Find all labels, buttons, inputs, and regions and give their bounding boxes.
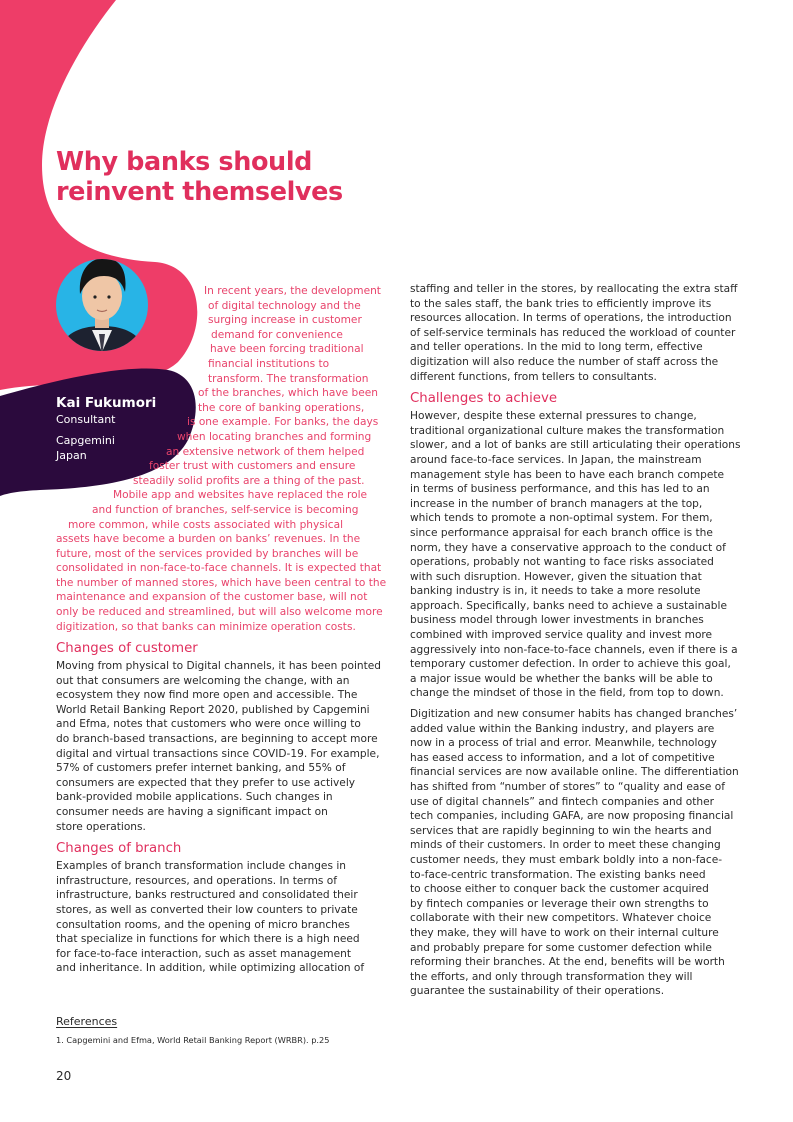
text-line: minds of their customers. In order to meet these changing xyxy=(410,839,721,852)
text-line: store operations. xyxy=(56,820,146,833)
challenges-paragraph xyxy=(410,409,740,701)
text-line: operations, probably not wanting to face risks associated xyxy=(410,556,714,569)
text-line: change the mindset of those in the field, from top to down. xyxy=(410,687,724,700)
intro-line: maintenance and expansion of the customer base, will not xyxy=(56,591,368,604)
intro-line: digitization, so that banks can minimize operation costs. xyxy=(56,620,356,633)
text-line: slower, and a lot of banks are still articulating their operations xyxy=(410,439,741,452)
intro-line: transform. The transformation xyxy=(208,372,369,385)
text-line: approach. Specifically, banks need to achieve a sustainable xyxy=(410,599,727,612)
intro-line: is one example. For banks, the days xyxy=(187,416,379,429)
text-line: financial services are now available online. The differentiation xyxy=(410,766,739,779)
intro-line: and function of branches, self-service is becoming xyxy=(92,503,359,516)
intro-line: In recent years, the development xyxy=(204,285,381,297)
text-line: norm, they have a conservative approach to the conduct of xyxy=(410,541,726,554)
text-line: and Efma, notes that customers who were once willing to xyxy=(56,718,361,731)
text-line: has shifted from “number of stores” to “quality and ease of xyxy=(410,781,725,793)
text-line: out that consumers are welcoming the change, with an xyxy=(56,674,350,687)
text-line: added value within the Banking industry, and players are xyxy=(410,722,715,735)
text-line: consumer needs are having a significant impact on xyxy=(56,805,328,818)
intro-line: financial institutions to xyxy=(208,357,330,370)
text-line: infrastructure, resources, and operations. In terms of xyxy=(56,874,337,887)
intro-line: the number of manned stores, which have been central to the xyxy=(56,576,387,589)
reference-item: 1. Capgemini and Efma, World Retail Banking Report (WRBR). p.25 xyxy=(56,1035,330,1045)
text-line: consumers are expected that they prefer to use actively xyxy=(56,776,356,789)
text-line: banking industry is in, it needs to take a more resolute xyxy=(410,585,701,598)
text-line: with such disruption. However, given the situation that xyxy=(410,570,702,583)
text-line: services that are rapidly beginning to win the hearts and xyxy=(410,824,712,837)
text-line: now in a process of trial and error. Meanwhile, technology xyxy=(410,737,717,750)
text-line: and teller operations. In the mid to long term, effective xyxy=(410,341,703,354)
intro-line: have been forcing traditional xyxy=(210,343,364,356)
section-heading-changes-of-customer: Changes of customer xyxy=(56,641,198,656)
text-line: aggressively into non-face-to-face channels, even if there is a xyxy=(410,643,738,656)
text-line: increase in the number of branch managers at the top, xyxy=(410,497,703,510)
author-country: Japan xyxy=(56,449,87,462)
section-heading-changes-of-branch: Changes of branch xyxy=(56,841,182,857)
intro-line: consolidated in non-face-to-face channels. It is expected that xyxy=(56,562,382,575)
intro-line: assets have become a burden on banks’ revenues. In the xyxy=(56,533,361,546)
changes-of-customer-paragraph xyxy=(56,659,386,834)
text-line: 57% of customers prefer internet banking, and 55% of xyxy=(56,762,346,775)
intro-line: demand for convenience xyxy=(211,328,343,341)
text-line: by fintech companies or leverage their own strengths to xyxy=(410,897,709,910)
text-line: ecosystem they now find more open and accessible. The xyxy=(56,689,358,702)
section-heading-challenges: Challenges to achieve xyxy=(410,391,558,407)
text-line: has eased access to information, and a lot of competitive xyxy=(410,751,715,764)
text-line: to-face-centric transformation. The existing banks need xyxy=(410,868,706,881)
text-line: business model through lower investments in branches xyxy=(410,614,704,627)
author-company: Capgemini xyxy=(56,434,115,447)
text-line: staffing and teller in the stores, by reallocating the extra staff xyxy=(410,283,738,295)
text-line: digital and virtual transactions since COVID-19. For example, xyxy=(56,747,380,760)
text-line: reforming their branches. At the end, benefits will be worth xyxy=(410,956,725,969)
intro-line: of the branches, which have been xyxy=(198,387,378,400)
intro-line: future, most of the services provided by branches will be xyxy=(56,547,359,560)
text-line: different functions, from tellers to consultants. xyxy=(410,370,657,383)
intro-line: foster trust with customers and ensure xyxy=(149,460,356,473)
text-line: traditional organizational culture makes the transformation xyxy=(410,424,725,437)
text-line: the efforts, and only through transformation they will xyxy=(410,970,693,983)
intro-line: an extensive network of them helped xyxy=(166,445,365,458)
text-line: stores, as well as converted their low counters to private xyxy=(56,903,358,916)
text-line: However, despite these external pressures to change, xyxy=(410,410,697,423)
text-line: temporary customer defection. In order to achieve this goal, xyxy=(410,658,731,671)
references-block xyxy=(56,1014,329,1046)
text-line: that specialize in functions for which there is a high need xyxy=(56,933,360,946)
text-line: and probably prepare for some customer defection while xyxy=(410,941,712,954)
text-line: guarantee the sustainability of their operations. xyxy=(410,985,665,998)
text-line: since performance appraisal for each branch office is the xyxy=(410,526,713,539)
text-line: they make, they will have to work on their internal culture xyxy=(410,926,719,939)
text-line: Digitization and new consumer habits has changed branches’ xyxy=(410,708,738,721)
changes-of-branch-paragraph xyxy=(56,859,386,976)
text-line: collaborate with their new competitors. Whatever choice xyxy=(410,912,712,925)
text-line: do branch-based transactions, are beginning to accept more xyxy=(56,732,378,745)
text-line: use of digital channels” and fintech companies and other xyxy=(410,795,714,808)
intro-line: the core of banking operations, xyxy=(198,401,365,414)
text-line: management style has been to have each branch compete xyxy=(410,468,725,481)
text-line: of self-service terminals has reduced the workload of counter xyxy=(410,326,736,339)
intro-line: Mobile app and websites have replaced the role xyxy=(113,489,368,502)
text-line: to the sales staff, the bank tries to efficiently improve its xyxy=(410,297,712,310)
author-role: Consultant xyxy=(56,413,116,426)
text-line: to choose either to conquer back the customer acquired xyxy=(410,883,709,896)
text-line: World Retail Banking Report 2020, published by Capgemini xyxy=(56,703,370,716)
intro-line: steadily solid profits are a thing of the past. xyxy=(133,474,365,487)
text-line: and inheritance. In addition, while optimizing allocation of xyxy=(56,962,365,975)
text-line: bank-provided mobile applications. Such changes in xyxy=(56,791,333,804)
intro-paragraph xyxy=(0,284,387,634)
intro-line: of digital technology and the xyxy=(208,299,361,312)
intro-line: when locating branches and forming xyxy=(177,430,372,443)
page-number: 20 xyxy=(56,1069,72,1083)
left-column xyxy=(56,640,386,982)
staffing-paragraph xyxy=(410,282,740,384)
digitization-paragraph xyxy=(410,707,740,999)
intro-line: only be reduced and streamlined, but will also welcome more xyxy=(56,606,383,619)
text-line: resources allocation. In terms of operations, the introduction xyxy=(410,312,732,325)
text-line: for face-to-face interaction, such as asset management xyxy=(56,947,351,960)
references-heading: References xyxy=(56,1015,118,1028)
text-line: a major issue would be whether the banks will be able to xyxy=(410,672,713,685)
author-name: Kai Fukumori xyxy=(56,395,157,411)
intro-line: more common, while costs associated with physical xyxy=(68,518,344,531)
text-line: Examples of branch transformation include changes in xyxy=(56,860,346,873)
text-line: combined with improved service quality and invest more xyxy=(410,629,713,642)
text-line: digitization will also reduce the number of staff across the xyxy=(410,355,719,368)
page-title: Why banks should reinvent themselves xyxy=(56,147,343,207)
text-line: consultation rooms, and the opening of micro branches xyxy=(56,918,350,931)
text-line: which tends to promote a non-optimal system. For them, xyxy=(410,512,713,525)
text-line: Moving from physical to Digital channels, it has been pointed xyxy=(56,660,382,672)
text-line: in terms of business performance, and this has led to an xyxy=(410,483,710,496)
right-column xyxy=(410,282,740,1005)
text-line: customer needs, they must embark boldly into a non-face- xyxy=(410,853,723,866)
intro-line: surging increase in customer xyxy=(208,314,362,327)
text-line: infrastructure, banks restructured and consolidated their xyxy=(56,889,358,902)
text-line: around face-to-face services. In Japan, the mainstream xyxy=(410,453,702,466)
text-line: tech companies, including GAFA, are now proposing financial xyxy=(410,810,734,823)
